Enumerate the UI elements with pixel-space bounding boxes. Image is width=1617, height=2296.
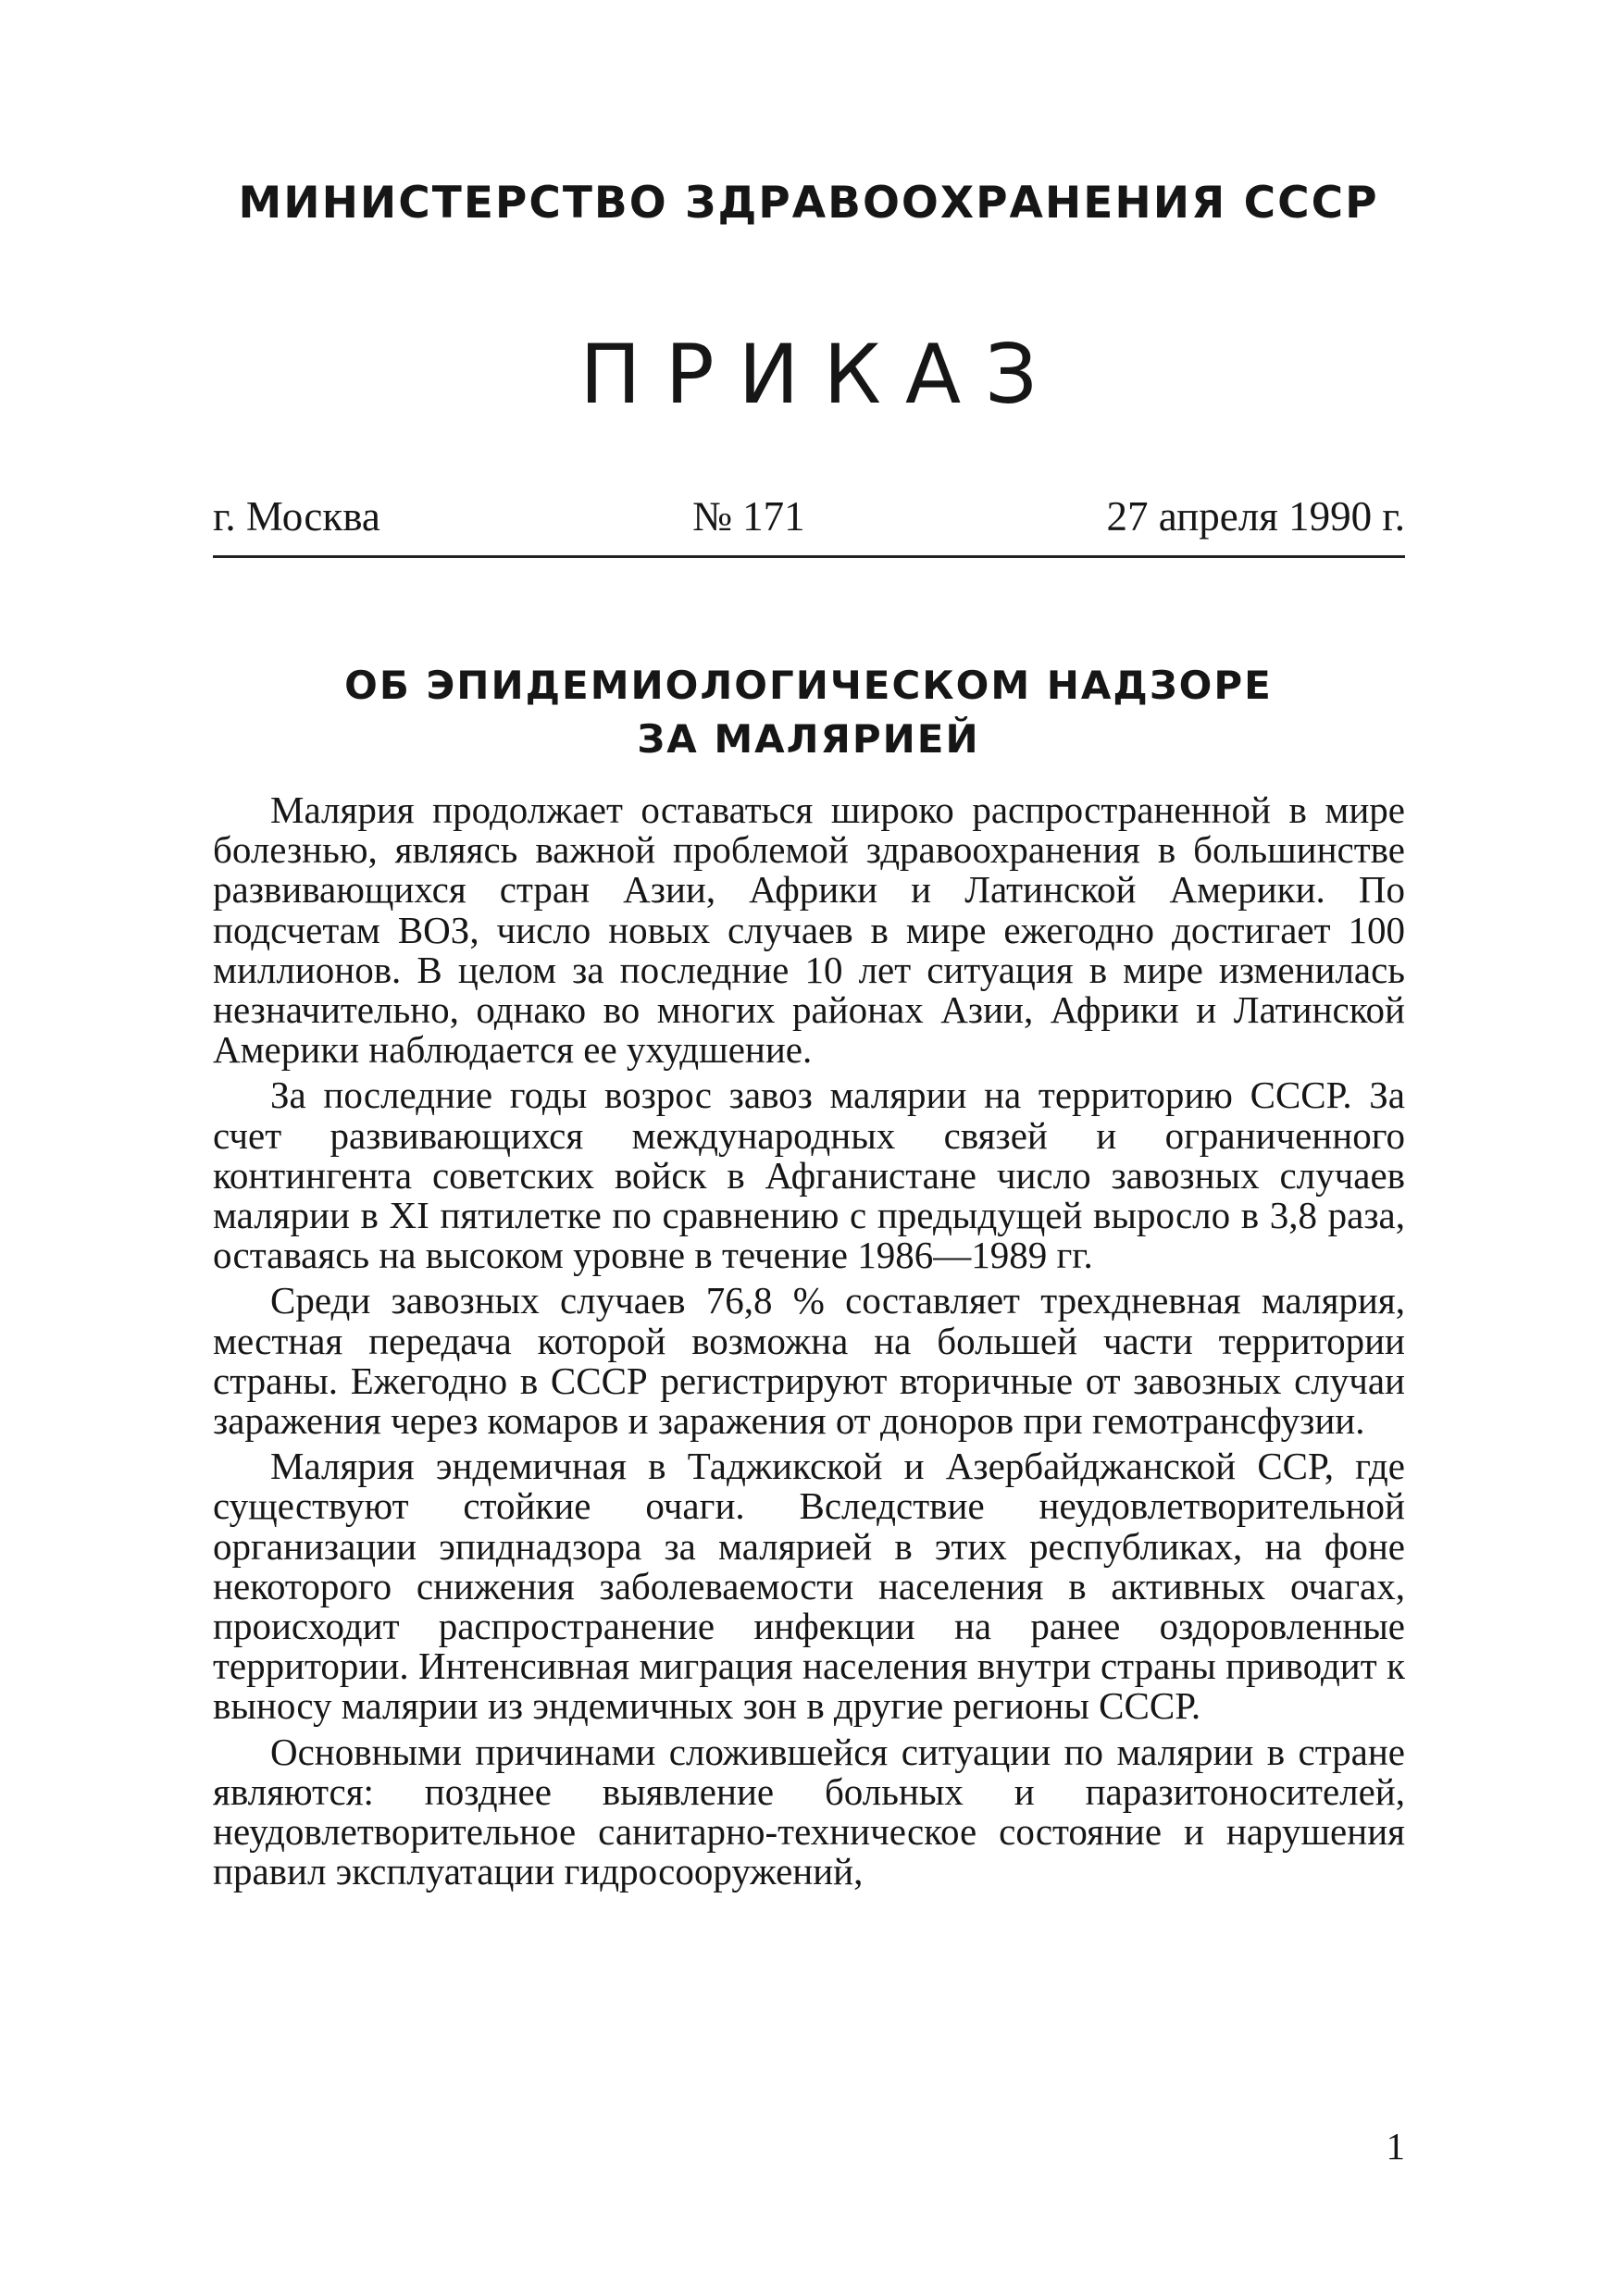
order-title-line-1: ОБ ЭПИДЕМИОЛОГИЧЕСКОМ НАДЗОРЕ bbox=[344, 663, 1273, 708]
order-body bbox=[213, 790, 1405, 1897]
ministry-heading: МИНИСТЕРСТВО ЗДРАВООХРАНЕНИЯ СССР bbox=[238, 178, 1379, 229]
body-paragraph-5: Основными причинами сложившейся ситуации по малярии в стране являются: позднее выявление больных и паразитоносителей, неудовлетворительное санитарно-техническое состояние и нарушения правил эксплуатации гидросооружений, bbox=[213, 1730, 1405, 1893]
order-meta-line bbox=[213, 489, 1405, 558]
order-date: 27 апреля 1990 г. bbox=[1106, 493, 1405, 540]
page-number: 1 bbox=[1386, 2125, 1405, 2167]
order-number: № 171 bbox=[692, 493, 805, 540]
body-paragraph-4: Малярия эндемичная в Таджикской и Азербайджанской ССР, где существуют стойкие очаги. Вследствие неудовлетворительной организации эпиднадзора за малярией в этих республиках, на фоне некоторого снижения заболеваемости населения в активных очагах, происходит распространение инфекции на ранее оздоровленные территории. Интенсивная миграция населения внутри страны приводит к выносу малярии из эндемичных зон в другие регионы СССР. bbox=[213, 1445, 1405, 1728]
order-title bbox=[0, 659, 1617, 766]
body-paragraph-2: За последние годы возрос завоз малярии на территорию СССР. За счет развивающихся международных связей и ограниченного контингента советских войск в Афганистане число завозных случаев малярии в XI пятилетке по сравнению с предыдущей выросло в 3,8 раза, оставаясь на высоком уровне в течение 1986—1989 гг. bbox=[213, 1074, 1405, 1277]
body-paragraph-3: Среди завозных случаев 76,8 % составляет трехдневная малярия, местная передача которой возможна на большей части территории страны. Ежегодно в СССР регистрируют вторичные от завозных случаи заражения через комаров и заражения от доноров при гемотрансфузии. bbox=[213, 1279, 1405, 1443]
order-city: г. Москва bbox=[213, 493, 380, 540]
body-paragraph-1: Малярия продолжает оставаться широко распространенной в мире болезнью, являясь важной проблемой здравоохранения в большинстве развивающихся стран Азии, Африки и Латинской Америки. По подсчетам ВОЗ, число новых случаев в мире ежегодно достигает 100 миллионов. В целом за последние 10 лет ситуация в мире изменилась незначительно, однако во многих районах Азии, Африки и Латинской Америки наблюдается ее ухудшение. bbox=[213, 788, 1405, 1072]
document-type-heading: ПРИКАЗ bbox=[579, 327, 1062, 422]
order-title-line-2: ЗА МАЛЯРИЕЙ bbox=[637, 716, 980, 762]
